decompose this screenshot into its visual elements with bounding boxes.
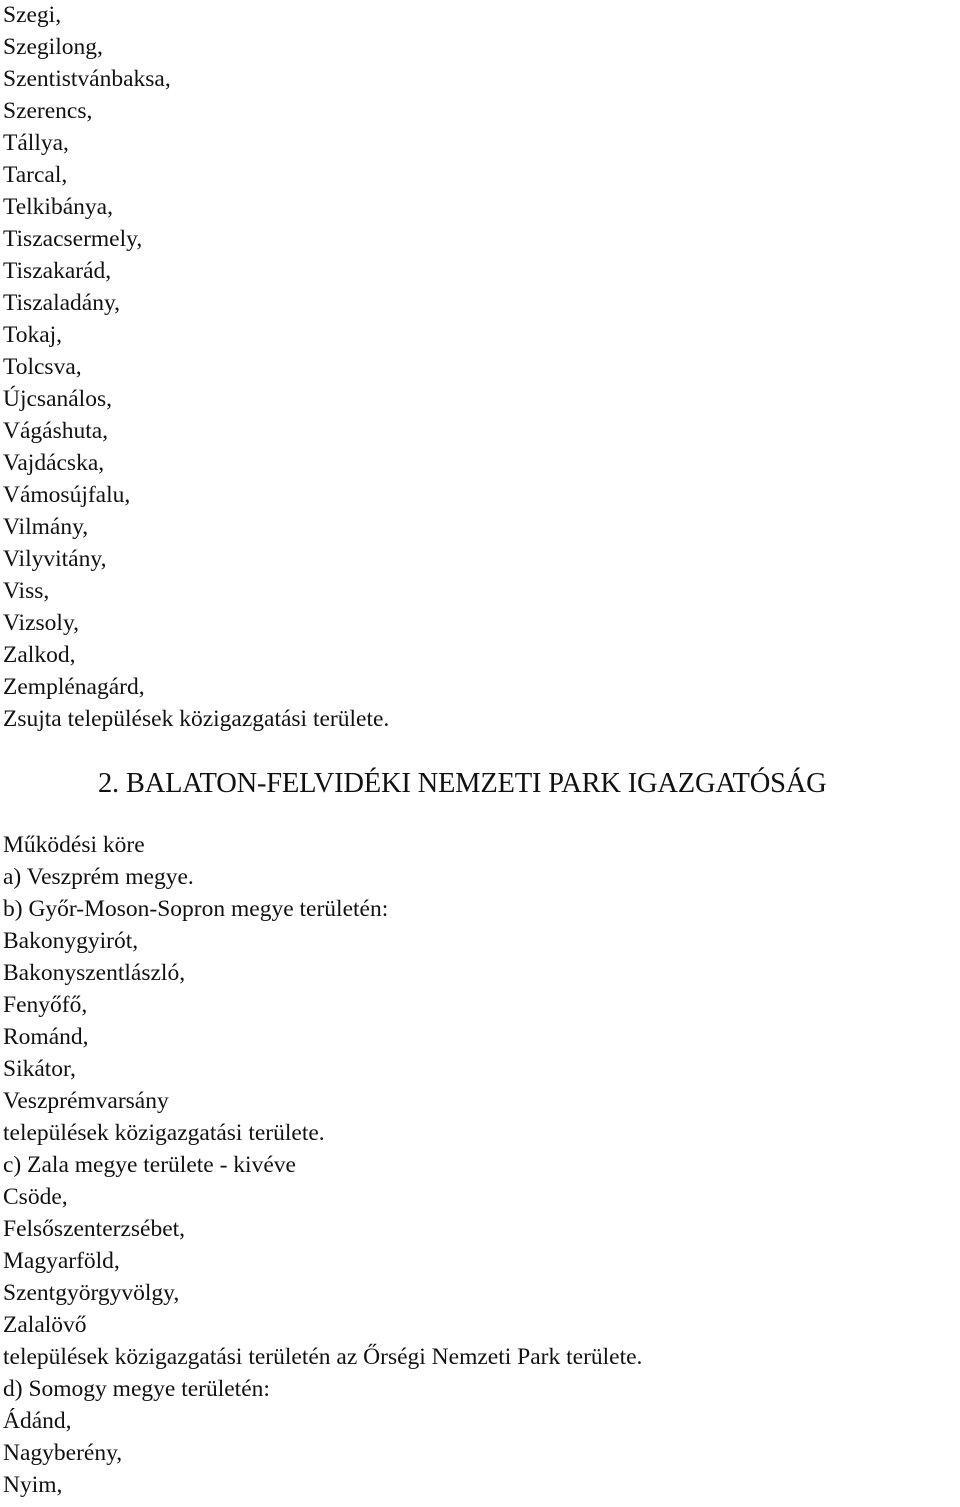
paragraph-line: c) Zala megye területe - kivéve: [3, 1152, 296, 1178]
settlement-line: Fenyőfő,: [3, 992, 88, 1018]
settlement-line: Tolcsva,: [3, 354, 82, 380]
settlement-line: Felsőszenterzsébet,: [3, 1216, 186, 1242]
paragraph-line: a) Veszprém megye.: [3, 864, 194, 890]
settlement-line: Nyim,: [3, 1472, 63, 1498]
paragraph-line: települések közigazgatási területe.: [3, 1120, 325, 1146]
settlement-line: Szegilong,: [3, 34, 103, 60]
settlement-line: Veszprémvarsány: [3, 1088, 169, 1114]
paragraph-line: d) Somogy megye területén:: [3, 1376, 270, 1402]
settlement-line: Vágáshuta,: [3, 418, 109, 444]
settlement-line: Szerencs,: [3, 98, 93, 124]
settlement-line: Tarcal,: [3, 162, 68, 188]
subsection-title: Működési köre: [3, 832, 145, 858]
settlement-line: Szentgyörgyvölgy,: [3, 1280, 180, 1306]
settlement-line: Vizsoly,: [3, 610, 80, 636]
settlement-line: Zalalövő: [3, 1312, 87, 1338]
paragraph-line: települések közigazgatási területén az Őrségi Nemzeti Park területe.: [3, 1344, 643, 1370]
settlement-line: Szentistvánbaksa,: [3, 66, 171, 92]
settlement-line: Újcsanálos,: [3, 386, 112, 412]
settlement-line: Vámosújfalu,: [3, 482, 131, 508]
settlement-line: Tokaj,: [3, 322, 63, 348]
settlement-line: Sikátor,: [3, 1056, 76, 1082]
section-heading: 2. BALATON-FELVIDÉKI NEMZETI PARK IGAZGATÓSÁG: [98, 768, 827, 799]
settlement-line: Tiszakarád,: [3, 258, 112, 284]
settlement-line: Viss,: [3, 578, 50, 604]
settlement-line: Tállya,: [3, 130, 69, 156]
section-closing-line: Zsujta települések közigazgatási területe.: [3, 706, 390, 732]
settlement-line: Bakonygyirót,: [3, 928, 139, 954]
settlement-line: Zalkod,: [3, 642, 76, 668]
settlement-line: Telkibánya,: [3, 194, 113, 220]
settlement-line: Tiszaladány,: [3, 290, 121, 316]
settlement-line: Magyarföld,: [3, 1248, 120, 1274]
settlement-line: Szegi,: [3, 2, 62, 28]
settlement-line: Nagyberény,: [3, 1440, 123, 1466]
settlement-line: Vilmány,: [3, 514, 89, 540]
settlement-line: Tiszacsermely,: [3, 226, 143, 252]
settlement-line: Vajdácska,: [3, 450, 105, 476]
settlement-line: Zemplénagárd,: [3, 674, 145, 700]
settlement-line: Románd,: [3, 1024, 89, 1050]
settlement-line: Ádánd,: [3, 1408, 72, 1434]
settlement-line: Vilyvitány,: [3, 546, 107, 572]
settlement-line: Csöde,: [3, 1184, 68, 1210]
settlement-line: Bakonyszentlászló,: [3, 960, 186, 986]
paragraph-line: b) Győr-Moson-Sopron megye területén:: [3, 896, 389, 922]
